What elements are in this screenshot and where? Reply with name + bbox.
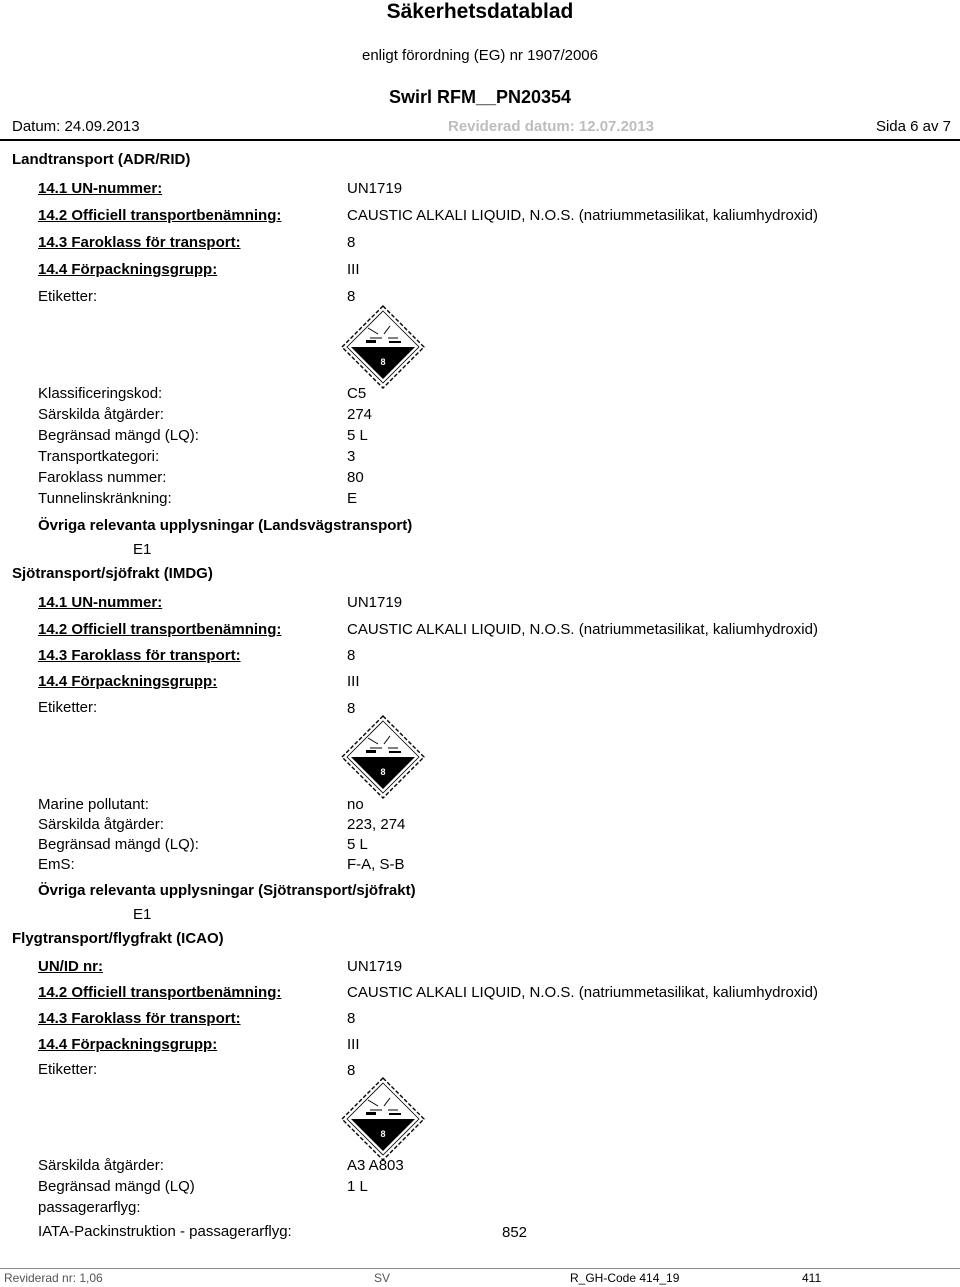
regulation-subtitle: enligt förordning (EG) nr 1907/2006 [362, 47, 598, 64]
sea-labels-label: Etiketter: [38, 699, 98, 716]
land-tunnel-label: Tunnelinskränkning: [38, 490, 172, 507]
pictogram-class-number: 8 [380, 767, 386, 777]
land-class-label: 14.3 Faroklass för transport: [38, 234, 241, 251]
sea-un-label: 14.1 UN-nummer: [38, 594, 163, 611]
land-transportcat-label: Transportkategori: [38, 448, 160, 465]
land-hazardnum-value: 80 [347, 469, 364, 486]
sea-ems-label: EmS: [38, 856, 75, 873]
air-lq-label-line2: passagerarflyg: [38, 1199, 141, 1216]
air-pack-value: III [347, 1036, 360, 1053]
revised-date: Reviderad datum: 12.07.2013 [448, 118, 654, 135]
sea-labels-value: 8 [347, 700, 356, 717]
land-transportcat-value: 3 [347, 448, 356, 465]
sea-pack-label: 14.4 Förpackningsgrupp: [38, 673, 218, 690]
air-class-label: 14.3 Faroklass för transport: [38, 1010, 241, 1027]
land-class-value: 8 [347, 234, 356, 251]
land-special-value: 274 [347, 406, 373, 423]
sea-other-value: E1 [133, 906, 152, 923]
land-lq-value: 5 L [347, 427, 368, 444]
land-un-value: UN1719 [347, 180, 403, 197]
sea-lq-value: 5 L [347, 836, 368, 853]
sea-special-value: 223, 274 [347, 816, 406, 833]
air-un-label: UN/ID nr: [38, 958, 103, 975]
land-pack-label: 14.4 Förpackningsgrupp: [38, 261, 218, 278]
product-name: Swirl RFM__PN20354 [388, 87, 572, 107]
air-special-value: A3 A803 [347, 1157, 404, 1174]
air-un-value: UN1719 [347, 958, 403, 975]
land-special-label: Särskilda åtgärder: [38, 406, 164, 423]
air-pack-label: 14.4 Förpackningsgrupp: [38, 1036, 218, 1053]
air-lq-value: 1 L [347, 1178, 368, 1195]
air-name-label: 14.2 Officiell transportbenämning: [38, 984, 282, 1001]
footer-code: R_GH-Code 414_19 [570, 1271, 680, 1285]
sea-name-value: CAUSTIC ALKALI LIQUID, N.O.S. (natriummetasilikat, kaliumhydroxid) [347, 621, 818, 638]
land-name-label: 14.2 Officiell transportbenämning: [38, 207, 282, 224]
document-date: Datum: 24.09.2013 [12, 118, 140, 135]
footer-number: 411 [802, 1271, 822, 1285]
sea-name-label: 14.2 Officiell transportbenämning: [38, 621, 282, 638]
pictogram-class-number: 8 [380, 357, 386, 367]
air-class-value: 8 [347, 1010, 356, 1027]
sea-class-value: 8 [347, 647, 356, 664]
land-lq-label: Begränsad mängd (LQ): [38, 427, 199, 444]
sea-special-label: Särskilda åtgärder: [38, 816, 164, 833]
sea-class-label: 14.3 Faroklass för transport: [38, 647, 241, 664]
air-iata-value: 852 [502, 1224, 528, 1241]
land-tunnel-value: E [347, 490, 358, 507]
header-divider [0, 139, 960, 141]
sea-pack-value: III [347, 673, 360, 690]
land-classcode-value: C5 [347, 385, 367, 402]
document-title: Säkerhetsdatablad [386, 0, 574, 23]
corrosive-hazard-pictogram [340, 714, 426, 800]
air-lq-label-line1: Begränsad mängd (LQ) [38, 1178, 195, 1195]
section-heading-land: Landtransport (ADR/RID) [12, 151, 191, 168]
air-labels-label: Etiketter: [38, 1061, 98, 1078]
sea-un-value: UN1719 [347, 594, 403, 611]
land-hazardnum-label: Faroklass nummer: [38, 469, 167, 486]
pictogram-class-number: 8 [380, 1129, 386, 1139]
section-heading-air: Flygtransport/flygfrakt (ICAO) [12, 930, 224, 947]
air-name-value: CAUSTIC ALKALI LIQUID, N.O.S. (natriummetasilikat, kaliumhydroxid) [347, 984, 818, 1001]
footer-revision: Reviderad nr: 1,06 [4, 1271, 103, 1285]
land-labels-value: 8 [347, 288, 356, 305]
land-classcode-label: Klassificeringskod: [38, 385, 163, 402]
air-special-label: Särskilda åtgärder: [38, 1157, 164, 1174]
section-heading-sea: Sjötransport/sjöfrakt (IMDG) [12, 565, 213, 582]
land-other-value: E1 [133, 541, 152, 558]
sea-other-heading: Övriga relevanta upplysningar (Sjötransport/sjöfrakt) [38, 882, 416, 899]
corrosive-hazard-pictogram [340, 1076, 426, 1162]
air-labels-value: 8 [347, 1062, 356, 1079]
corrosive-hazard-pictogram [340, 304, 426, 390]
footer-language: SV [374, 1271, 391, 1285]
page-number: Sida 6 av 7 [875, 118, 951, 135]
sea-marine-label: Marine pollutant: [38, 796, 149, 813]
sea-marine-value: no [347, 796, 364, 813]
land-name-value: CAUSTIC ALKALI LIQUID, N.O.S. (natriummetasilikat, kaliumhydroxid) [347, 207, 818, 224]
land-other-heading: Övriga relevanta upplysningar (Landsvägstransport) [38, 517, 413, 534]
footer-divider [0, 1268, 960, 1269]
land-labels-label: Etiketter: [38, 288, 98, 305]
sea-ems-value: F-A, S-B [347, 856, 405, 873]
sea-lq-label: Begränsad mängd (LQ): [38, 836, 199, 853]
land-pack-value: III [347, 261, 360, 278]
air-iata-label: IATA-Packinstruktion - passagerarflyg: [38, 1223, 292, 1240]
land-un-label: 14.1 UN-nummer: [38, 180, 163, 197]
